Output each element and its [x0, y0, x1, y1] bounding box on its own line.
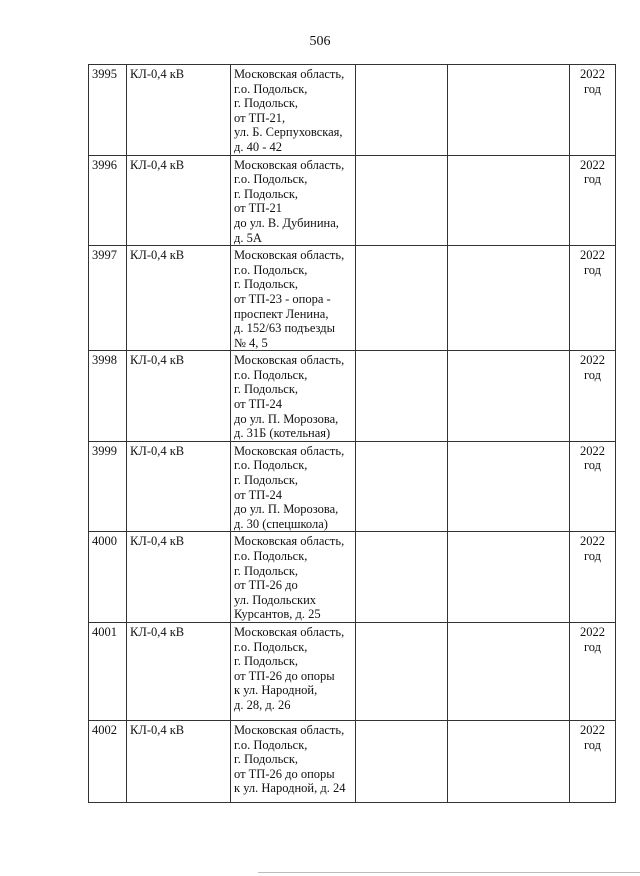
table-row — [89, 622, 616, 720]
row-number-cell: 3997 — [89, 246, 127, 351]
location-line: от ТП-23 - опора - — [234, 291, 331, 306]
year-line: год — [583, 737, 602, 752]
location-line: г.о. Подольск, — [234, 262, 308, 277]
empty-cell — [356, 246, 448, 351]
year-cell — [570, 532, 616, 623]
location-line: д. 30 (спецшкола) — [234, 516, 328, 531]
location-line: г.о. Подольск, — [234, 458, 308, 473]
table-body — [89, 65, 616, 803]
location-line: г. Подольск, — [234, 563, 299, 578]
year-cell — [570, 246, 616, 351]
location-cell — [231, 622, 356, 720]
row-number-cell: 4001 — [89, 622, 127, 720]
year-line: 2022 — [580, 443, 605, 458]
location-line: г.о. Подольск, — [234, 367, 308, 382]
row-number-cell: 3999 — [89, 441, 127, 532]
table-row — [89, 351, 616, 442]
location-line: д. 152/63 подъезды — [234, 321, 336, 336]
location-line: от ТП-21, — [234, 110, 286, 125]
location-cell — [231, 532, 356, 623]
location-line: ул. Б. Серпуховская, — [234, 125, 343, 140]
location-line: ул. Подольских — [234, 592, 317, 607]
year-line: 2022 — [580, 157, 605, 172]
empty-cell — [356, 351, 448, 442]
location-cell — [231, 246, 356, 351]
location-line: Московская область, — [234, 443, 345, 458]
year-line: год — [583, 172, 602, 187]
year-line: год — [583, 458, 602, 473]
row-number-cell: 4000 — [89, 532, 127, 623]
year-cell — [570, 351, 616, 442]
location-line: Московская область, — [234, 248, 345, 263]
location-line: от ТП-24 — [234, 397, 282, 412]
year-cell — [570, 720, 616, 802]
location-line: до ул. П. Морозова, — [234, 502, 339, 517]
location-line: к ул. Народной, д. 24 — [234, 781, 346, 796]
empty-cell — [448, 155, 570, 246]
year-line: 2022 — [580, 248, 605, 263]
table-row — [89, 441, 616, 532]
year-line: год — [583, 262, 602, 277]
location-line: Московская область, — [234, 624, 345, 639]
location-line: г.о. Подольск, — [234, 737, 308, 752]
empty-cell — [356, 65, 448, 156]
location-line: г. Подольск, — [234, 277, 299, 292]
line-type-cell: КЛ-0,4 кВ — [127, 622, 231, 720]
line-type-cell: КЛ-0,4 кВ — [127, 720, 231, 802]
line-type-cell: КЛ-0,4 кВ — [127, 351, 231, 442]
location-line: от ТП-26 до опоры — [234, 766, 335, 781]
table-row — [89, 532, 616, 623]
location-line: д. 28, д. 26 — [234, 697, 291, 712]
empty-cell — [356, 441, 448, 532]
location-line: от ТП-24 — [234, 487, 282, 502]
year-cell — [570, 65, 616, 156]
location-line: до ул. П. Морозова, — [234, 411, 339, 426]
location-line: г.о. Подольск, — [234, 549, 308, 563]
location-line: д. 31Б (котельная) — [234, 426, 331, 441]
location-cell — [231, 441, 356, 532]
location-line: д. 5А — [234, 230, 262, 245]
year-line: 2022 — [580, 624, 605, 639]
line-type-cell: КЛ-0,4 кВ — [127, 246, 231, 351]
empty-cell — [356, 622, 448, 720]
year-line: 2022 — [580, 534, 605, 549]
year-line: 2022 — [580, 722, 605, 737]
location-line: г.о. Подольск, — [234, 639, 308, 654]
location-line: Московская область, — [234, 353, 345, 368]
table-row — [89, 155, 616, 246]
table-row — [89, 65, 616, 156]
year-line: год — [583, 639, 602, 654]
row-number-cell: 3996 — [89, 155, 127, 246]
location-line: г.о. Подольск, — [234, 81, 308, 96]
year-line: 2022 — [580, 67, 605, 81]
empty-cell — [356, 532, 448, 623]
location-line: от ТП-26 до опоры — [234, 668, 335, 683]
line-type-cell: КЛ-0,4 кВ — [127, 155, 231, 246]
line-type-cell: КЛ-0,4 кВ — [127, 65, 231, 156]
row-number-cell: 3998 — [89, 351, 127, 442]
empty-cell — [356, 720, 448, 802]
line-type-cell: КЛ-0,4 кВ — [127, 441, 231, 532]
year-line: год — [583, 367, 602, 382]
empty-cell — [448, 622, 570, 720]
location-cell — [231, 351, 356, 442]
location-line: до ул. В. Дубинина, — [234, 215, 339, 230]
empty-cell — [448, 532, 570, 623]
location-line: г. Подольск, — [234, 186, 299, 201]
row-number-cell: 4002 — [89, 720, 127, 802]
location-line: Московская область, — [234, 157, 345, 172]
empty-cell — [448, 246, 570, 351]
table-row — [89, 720, 616, 802]
location-line: д. 40 - 42 — [234, 139, 283, 154]
year-line: год — [583, 549, 602, 563]
location-line: Московская область, — [234, 534, 345, 549]
location-line: г.о. Подольск, — [234, 172, 308, 187]
location-line: от ТП-26 до — [234, 578, 298, 593]
document-table — [88, 64, 616, 803]
location-line: Московская область, — [234, 722, 345, 737]
row-number-cell: 3995 — [89, 65, 127, 156]
year-cell — [570, 441, 616, 532]
year-line: год — [583, 81, 602, 96]
location-cell — [231, 155, 356, 246]
empty-cell — [356, 155, 448, 246]
location-line: от ТП-21 — [234, 201, 282, 216]
location-line: г. Подольск, — [234, 654, 299, 669]
location-line: г. Подольск, — [234, 382, 299, 397]
location-line: к ул. Народной, — [234, 683, 318, 698]
page-number: 506 — [309, 34, 331, 49]
table-row — [89, 246, 616, 351]
empty-cell — [448, 65, 570, 156]
empty-cell — [448, 351, 570, 442]
location-line: № 4, 5 — [234, 335, 268, 350]
location-line: проспект Ленина, — [234, 306, 329, 321]
year-cell — [570, 155, 616, 246]
empty-cell — [448, 441, 570, 532]
empty-cell — [448, 720, 570, 802]
location-line: г. Подольск, — [234, 96, 299, 111]
scan-artifact — [258, 872, 640, 873]
location-line: г. Подольск, — [234, 752, 299, 767]
location-line: Курсантов, д. 25 — [234, 607, 321, 622]
location-cell — [231, 65, 356, 156]
year-cell — [570, 622, 616, 720]
location-line: г. Подольск, — [234, 473, 299, 488]
location-line: Московская область, — [234, 67, 345, 81]
line-type-cell: КЛ-0,4 кВ — [127, 532, 231, 623]
location-cell — [231, 720, 356, 802]
year-line: 2022 — [580, 353, 605, 368]
